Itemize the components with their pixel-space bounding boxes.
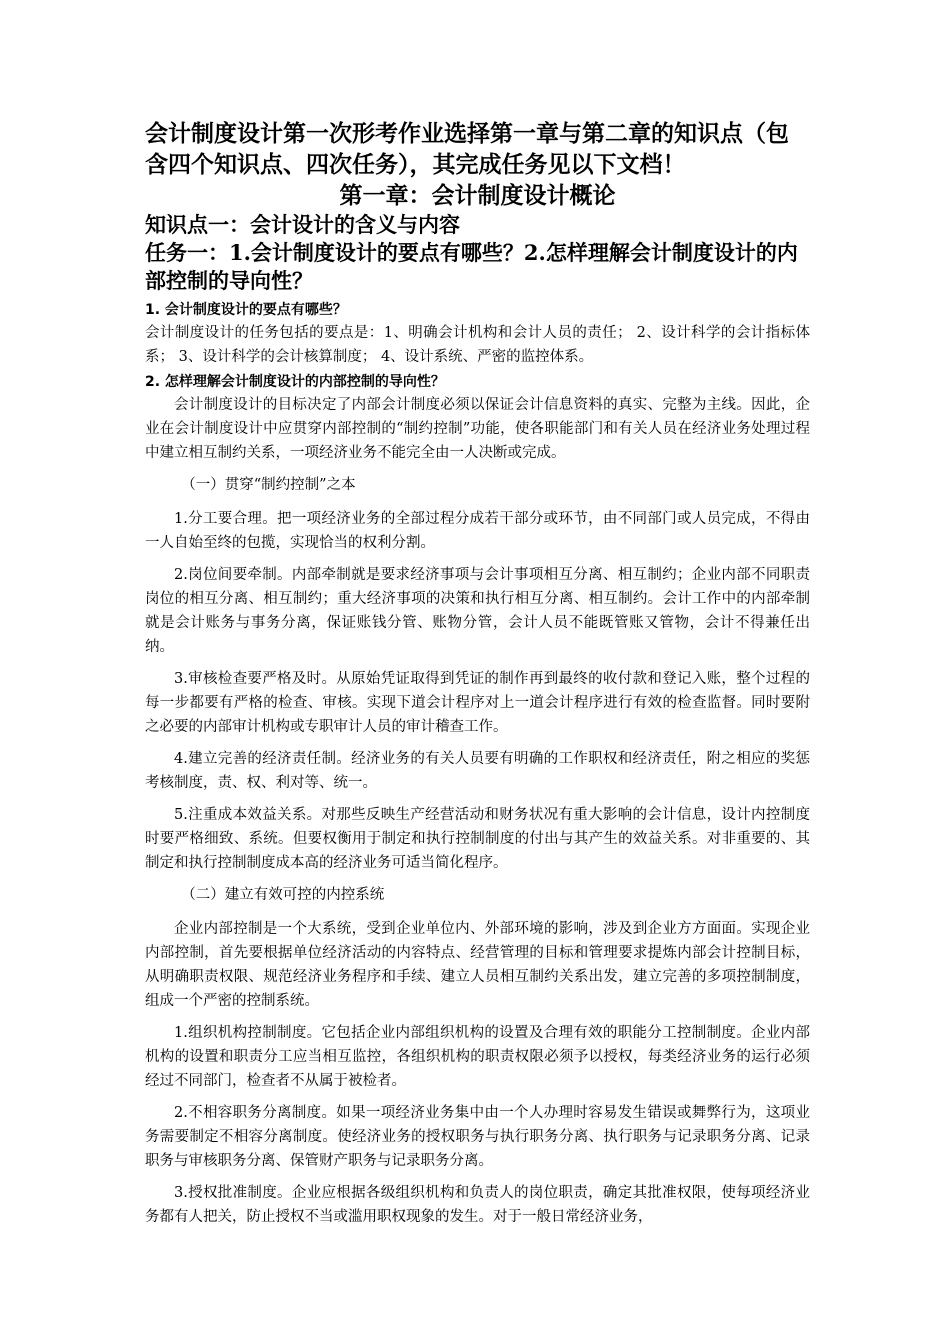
- question-2: 2. 怎样理解会计制度设计的内部控制的导向性？: [145, 374, 445, 390]
- task-heading: 任务一：1.会计制度设计的要点有哪些？2.怎样理解会计制度设计的内部控制的导向性？: [145, 240, 798, 293]
- answer-1: 会计制度设计的任务包括的要点是：1、明确会计机构和会计人员的责任； 2、设计科学的会计指标体系； 3、设计科学的会计核算制度； 4、设计系统、严密的监控体系。: [145, 325, 810, 365]
- section-1-item-1: 1.分工要合理。把一项经济业务的全部过程分成若干部分或环节，由不同部门或人员完成，不得由一人自始至终的包揽，实现恰当的权利分割。: [145, 511, 810, 551]
- section-2-paragraph: 企业内部控制是一个大系统，受到企业单位内、外部环境的影响，涉及到企业方方面面。实现企业内部控制，首先要根据单位经济活动的内容特点、经营管理的目标和管理要求提炼内部会计控制目标，从明确职责权限、规范经济业务程序和手续、建立人员相互制约关系出发，建立完善的多项控制制度，组成一个严密的控制系统。: [145, 921, 810, 1009]
- knowledge-point-heading: 知识点一：会计设计的含义与内容: [145, 212, 460, 237]
- section-2-item-1: 1.组织机构控制制度。它包括企业内部组织机构的设置及合理有效的职能分工控制制度。企业内部机构的设置和职责分工应当相互监控，各组织机构的职责权限必须予以授权，每类经济业务的运行必须经过不同部门，检查者不从属于被检者。: [145, 1025, 810, 1089]
- section-2-heading: （二）建立有效可控的内控系统: [181, 887, 385, 903]
- section-1-item-5: 5.注重成本效益关系。对那些反映生产经营活动和财务状况有重大影响的会计信息，设计内控制度时要严格细致、系统。但要权衡用于制定和执行控制制度的付出与其产生的效益关系。对非重要的、其制定和执行控制制度成本高的经济业务可适当简化程序。: [145, 807, 810, 871]
- chapter-heading: 第一章：会计制度设计概论: [339, 182, 616, 209]
- section-1-item-4: 4.建立完善的经济责任制。经济业务的有关人员要有明确的工作职权和经济责任，附之相应的奖惩考核制度，责、权、利对等、统一。: [145, 751, 810, 791]
- section-2-item-3: 3.授权批准制度。企业应根据各级组织机构和负责人的岗位职责，确定其批准权限，使每项经济业务都有人把关，防止授权不当或滥用职权现象的发生。对于一般日常经济业务，: [145, 1185, 810, 1225]
- question-1: 1. 会计制度设计的要点有哪些？: [145, 302, 347, 318]
- section-2-item-2: 2.不相容职务分离制度。如果一项经济业务集中由一个人办理时容易发生错误或舞弊行为，这项业务需要制定不相容分离制度。使经济业务的授权职务与执行职务分离、执行职务与记录职务分离、记录职务与审核职务分离、保管财产职务与记录职务分离。: [145, 1105, 810, 1169]
- paragraph-intro: 会计制度设计的目标决定了内部会计制度必须以保证会计信息资料的真实、完整为主线。因此，企业在会计制度设计中应贯穿内部控制的“制约控制”功能，使各职能部门和有关人员在经济业务处理过程中建立相互制约关系，一项经济业务不能完全由一人决断或完成。: [145, 397, 810, 461]
- section-1-item-2: 2.岗位间要牵制。内部牵制就是要求经济事项与会计事项相互分离、相互制约；企业内部不同职责岗位的相互分离、相互制约；重大经济事项的决策和执行相互分离、相互制约。会计工作中的内部牵制就是会计账务与事务分离，保证账钱分管、账物分管，会计人员不能既管账又管物，会计不得兼任出纳。: [145, 567, 810, 655]
- section-1-heading: （一）贯穿“制约控制”之本: [181, 477, 356, 493]
- document-page: [145, 118, 810, 1237]
- section-1-item-3: 3.审核检查要严格及时。从原始凭证取得到凭证的制作再到最终的收付款和登记入账，整个过程的每一步都要有严格的检查、审核。实现下道会计程序对上一道会计程序进行有效的检查监督。同时要附之必要的内部审计机构或专职审计人员的审计稽查工作。: [145, 671, 810, 735]
- document-title: 会计制度设计第一次形考作业选择第一章与第二章的知识点（包含四个知识点、四次任务），其完成任务见以下文档！: [145, 120, 789, 178]
